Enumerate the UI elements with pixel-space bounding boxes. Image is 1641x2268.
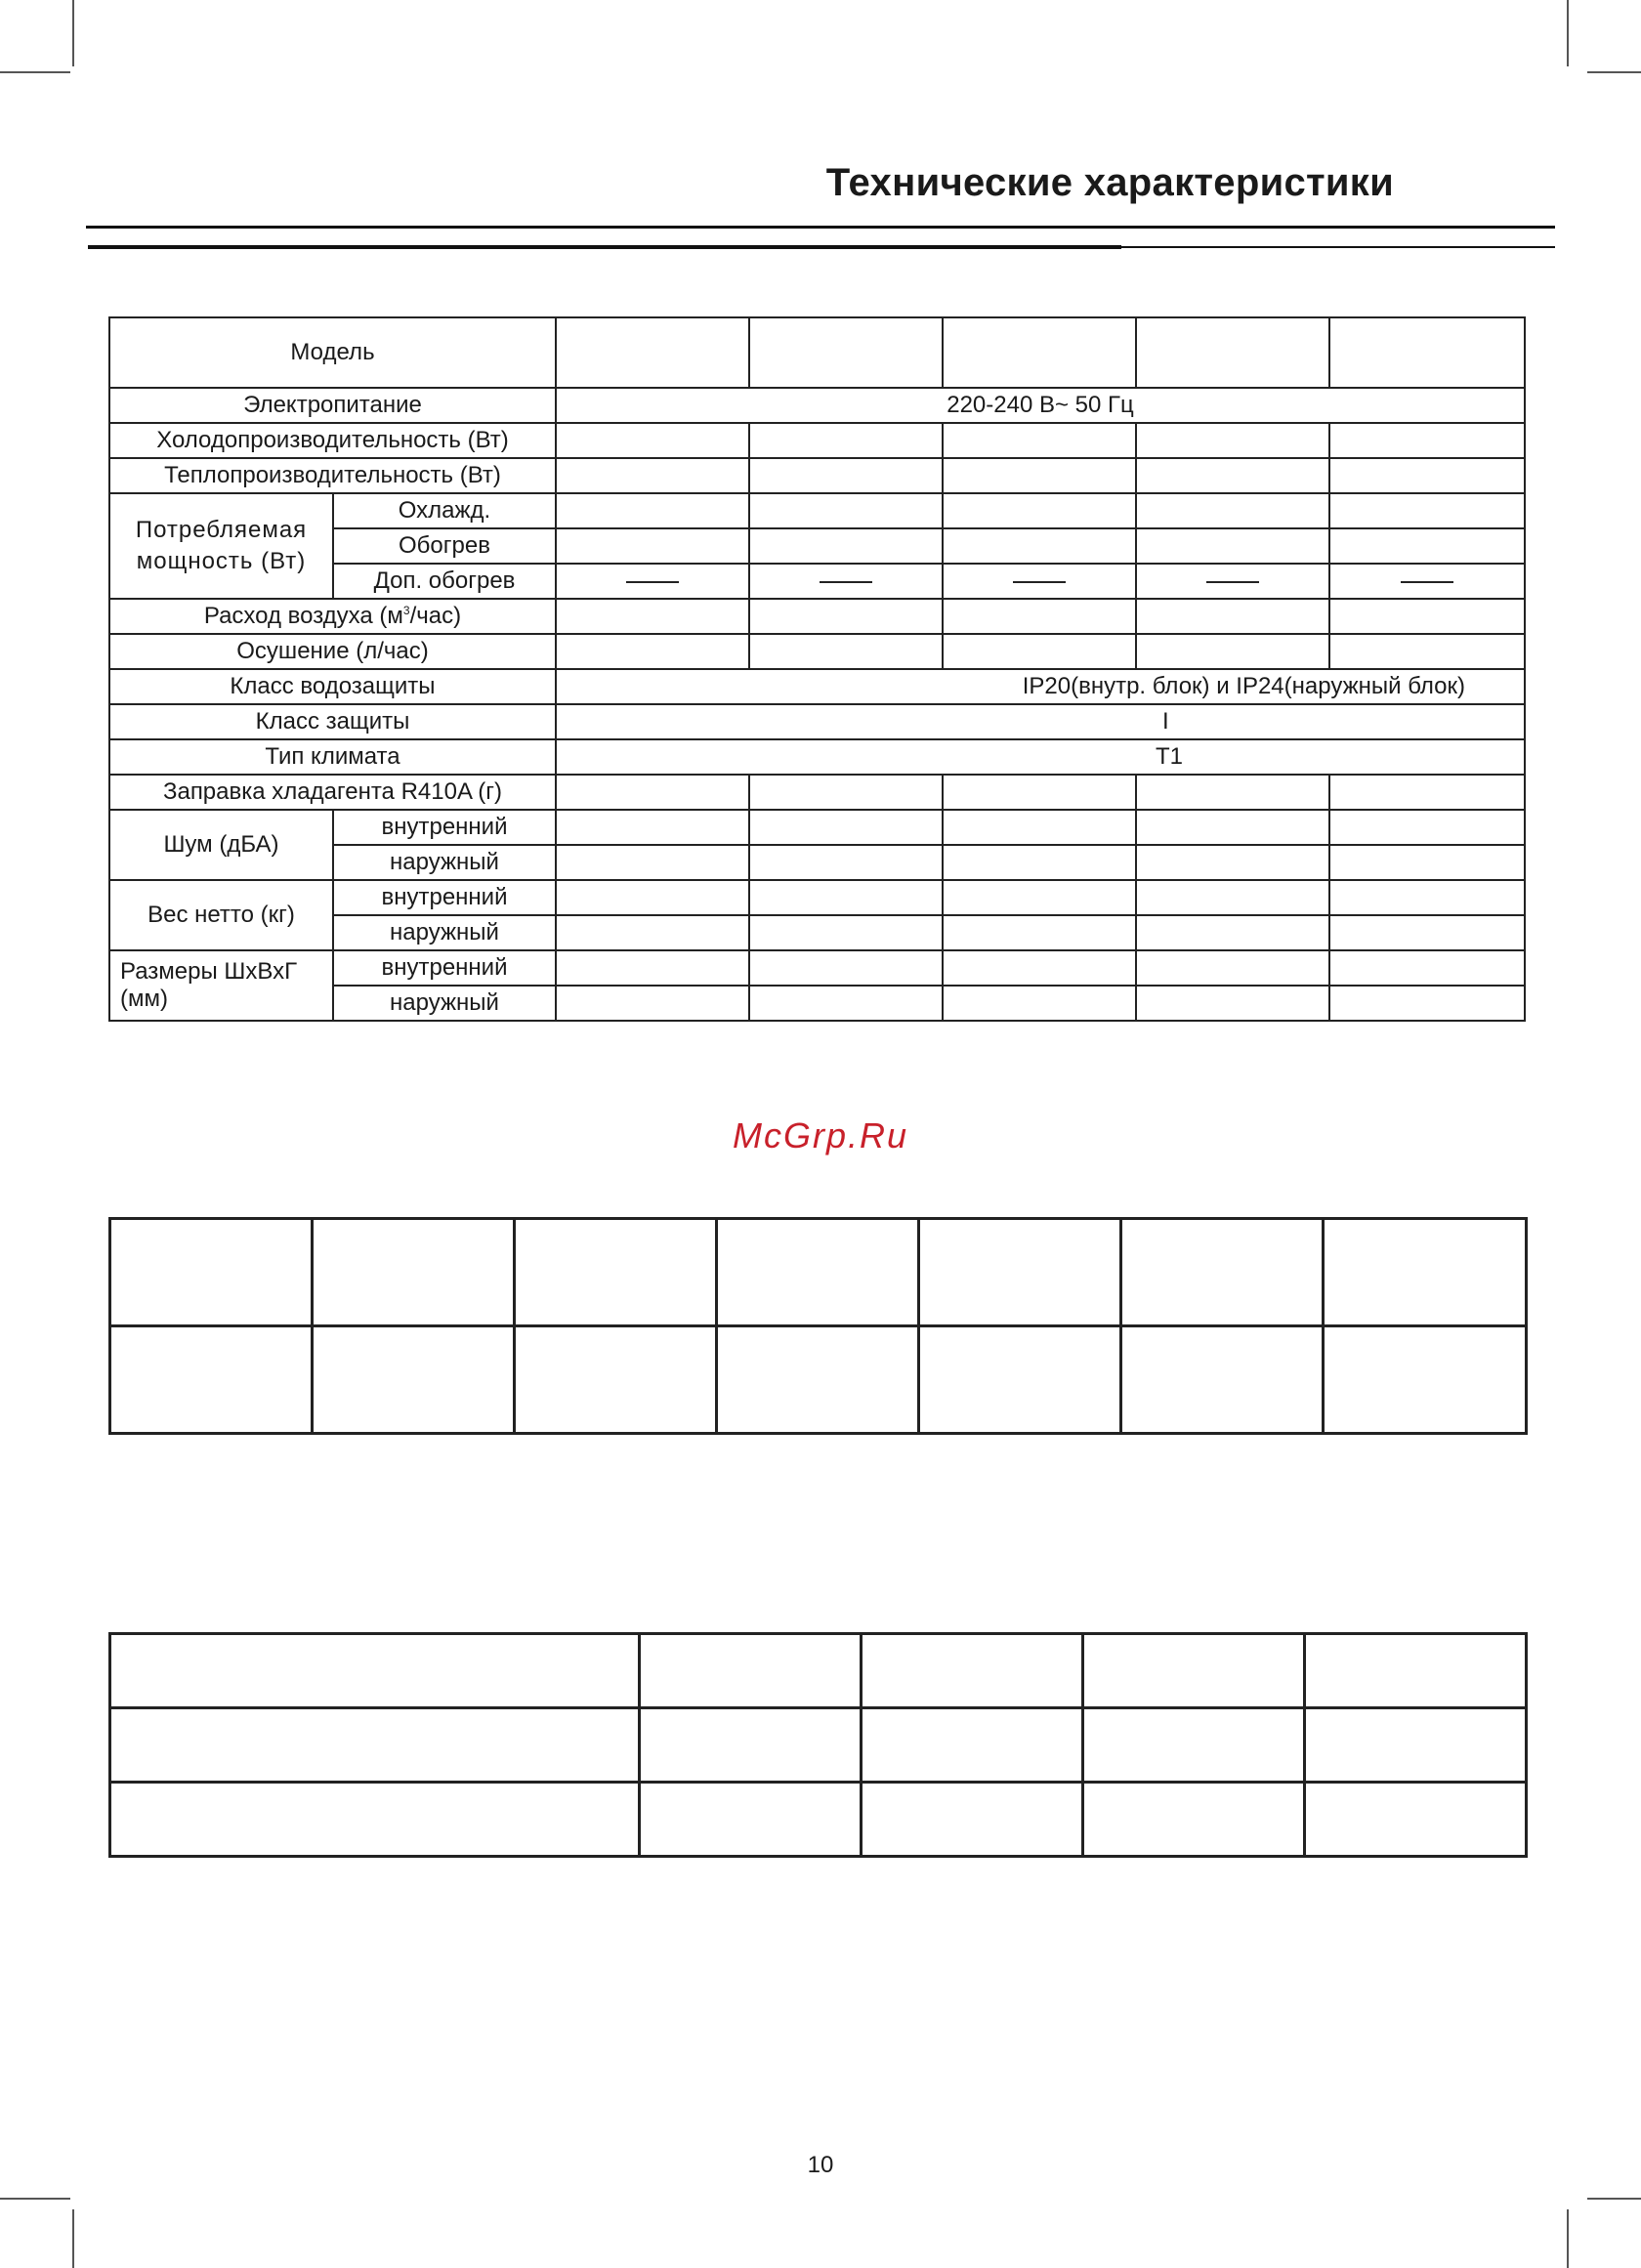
dimensions-label: Размеры ШхВхГ (мм)	[109, 950, 333, 1021]
model-cell	[556, 317, 749, 388]
value-cell	[749, 423, 943, 458]
heating-capacity-label: Теплопроизводительность (Вт)	[109, 458, 556, 493]
page-title: Технические характеристики	[825, 161, 1394, 204]
dash-cell	[556, 564, 749, 599]
climate-type-value: T1	[556, 739, 1525, 775]
protection-class-value: I	[556, 704, 1525, 739]
weight-indoor-label: внутренний	[333, 880, 556, 915]
table-row	[110, 1326, 1527, 1434]
value-cell	[943, 950, 1136, 986]
value-cell	[1136, 986, 1329, 1021]
empty-cell	[862, 1708, 1083, 1783]
empty-cell	[1083, 1634, 1305, 1708]
value-cell	[1329, 528, 1525, 564]
value-cell	[1136, 845, 1329, 880]
empty-cell	[1083, 1708, 1305, 1783]
airflow-suffix: /час)	[409, 603, 462, 629]
empty-cell	[640, 1783, 862, 1857]
empty-cell	[1305, 1708, 1527, 1783]
value-cell	[556, 458, 749, 493]
value-cell	[556, 915, 749, 950]
value-cell	[1136, 634, 1329, 669]
empty-cell	[515, 1326, 717, 1434]
empty-table-grid	[108, 1217, 1528, 1435]
table-row	[109, 739, 1525, 775]
value-cell	[556, 950, 749, 986]
value-cell	[749, 458, 943, 493]
value-cell	[749, 493, 943, 528]
model-cell	[749, 317, 943, 388]
empty-cell	[110, 1708, 640, 1783]
refrigerant-label: Заправка хладагента R410A (г)	[109, 775, 556, 810]
value-cell	[556, 423, 749, 458]
empty-cell	[110, 1783, 640, 1857]
table-row	[109, 599, 1525, 634]
value-cell	[749, 634, 943, 669]
value-cell	[1136, 810, 1329, 845]
power-consumption-label: Потребляемая мощность (Вт)	[109, 493, 333, 599]
value-cell	[556, 775, 749, 810]
value-cell	[556, 528, 749, 564]
value-cell	[1329, 599, 1525, 634]
value-cell	[1136, 493, 1329, 528]
table-row	[109, 704, 1525, 739]
dash-mark	[1401, 581, 1453, 583]
header-rule	[86, 226, 1555, 229]
value-cell	[1329, 775, 1525, 810]
empty-cell	[919, 1219, 1121, 1326]
value-cell	[556, 810, 749, 845]
dash-cell	[943, 564, 1136, 599]
power-supply-value	[556, 388, 1525, 423]
dash-cell	[1329, 564, 1525, 599]
table-row	[110, 1634, 1527, 1708]
power-supply-text: 220-240 В~ 50 Гц	[947, 392, 1134, 418]
value-cell	[1329, 845, 1525, 880]
cooling-capacity-label: Холодопроизводительность (Вт)	[109, 423, 556, 458]
empty-cell	[1324, 1219, 1527, 1326]
table-row	[109, 775, 1525, 810]
empty-cell	[862, 1783, 1083, 1857]
empty-cell	[110, 1219, 313, 1326]
value-cell	[943, 634, 1136, 669]
empty-cell	[1083, 1783, 1305, 1857]
value-cell	[1136, 950, 1329, 986]
dash-cell	[1136, 564, 1329, 599]
table-row	[109, 493, 1525, 528]
table-row	[110, 1708, 1527, 1783]
value-cell	[1136, 775, 1329, 810]
value-cell	[1329, 915, 1525, 950]
model-label: Модель	[109, 317, 556, 388]
noise-indoor-label: внутренний	[333, 810, 556, 845]
empty-cell	[1305, 1634, 1527, 1708]
empty-cell	[1121, 1326, 1324, 1434]
table-row	[110, 1783, 1527, 1857]
table-row	[109, 950, 1525, 986]
value-cell	[749, 810, 943, 845]
value-cell	[943, 599, 1136, 634]
dash-cell	[749, 564, 943, 599]
table-row	[109, 423, 1525, 458]
empty-cell	[640, 1634, 862, 1708]
value-cell	[1136, 528, 1329, 564]
weight-outdoor-label: наружный	[333, 915, 556, 950]
value-cell	[749, 915, 943, 950]
value-cell	[1329, 493, 1525, 528]
spec-table	[108, 316, 1526, 1022]
value-cell	[1136, 915, 1329, 950]
empty-cell	[110, 1634, 640, 1708]
model-cell	[1329, 317, 1525, 388]
dash-mark	[626, 581, 679, 583]
power-cooling-label: Охлажд.	[333, 493, 556, 528]
empty-cell	[313, 1219, 515, 1326]
climate-type-label: Тип климата	[109, 739, 556, 775]
power-heating-label: Обогрев	[333, 528, 556, 564]
water-protection-value: IP20(внутр. блок) и IP24(наружный блок)	[556, 669, 1525, 704]
empty-cell	[1324, 1326, 1527, 1434]
net-weight-label: Вес нетто (кг)	[109, 880, 333, 950]
value-cell	[1329, 986, 1525, 1021]
value-cell	[749, 950, 943, 986]
table-row	[109, 634, 1525, 669]
noise-outdoor-label: наружный	[333, 845, 556, 880]
dash-mark	[1013, 581, 1066, 583]
dimensions-indoor-label: внутренний	[333, 950, 556, 986]
value-cell	[943, 880, 1136, 915]
dehumidification-label: Осушение (л/час)	[109, 634, 556, 669]
empty-cell	[862, 1634, 1083, 1708]
crop-mark	[72, 0, 74, 66]
table-row	[109, 458, 1525, 493]
model-cell	[943, 317, 1136, 388]
value-cell	[749, 986, 943, 1021]
crop-mark	[0, 2198, 70, 2200]
value-cell	[1329, 810, 1525, 845]
empty-cell	[919, 1326, 1121, 1434]
value-cell	[1329, 880, 1525, 915]
dash-mark	[820, 581, 872, 583]
water-protection-label: Класс водозащиты	[109, 669, 556, 704]
value-cell	[1136, 458, 1329, 493]
table-row	[109, 810, 1525, 845]
value-cell	[556, 599, 749, 634]
crop-mark	[72, 2209, 74, 2268]
value-cell	[1329, 950, 1525, 986]
value-cell	[943, 528, 1136, 564]
value-cell	[749, 528, 943, 564]
value-cell	[1136, 599, 1329, 634]
watermark: McGrp.Ru	[732, 1115, 909, 1155]
airflow-sup: 3	[402, 604, 410, 617]
value-cell	[556, 845, 749, 880]
value-cell	[749, 775, 943, 810]
empty-table-grid	[108, 1632, 1528, 1858]
page-number: 10	[807, 2152, 834, 2178]
crop-mark	[1567, 2209, 1569, 2268]
value-cell	[1329, 458, 1525, 493]
value-cell	[1329, 423, 1525, 458]
value-cell	[556, 880, 749, 915]
value-cell	[1329, 634, 1525, 669]
table-row	[109, 388, 1525, 423]
value-cell	[943, 915, 1136, 950]
value-cell	[943, 986, 1136, 1021]
value-cell	[943, 493, 1136, 528]
value-cell	[556, 634, 749, 669]
empty-cell	[640, 1708, 862, 1783]
dash-mark	[1206, 581, 1259, 583]
value-cell	[943, 810, 1136, 845]
empty-cell	[110, 1326, 313, 1434]
table-row	[109, 880, 1525, 915]
value-cell	[1136, 880, 1329, 915]
model-cell	[1136, 317, 1329, 388]
value-cell	[749, 880, 943, 915]
table-row	[109, 669, 1525, 704]
table-row	[110, 1219, 1527, 1326]
empty-cell	[515, 1219, 717, 1326]
table-row	[109, 317, 1525, 388]
protection-class-label: Класс защиты	[109, 704, 556, 739]
dimensions-outdoor-label: наружный	[333, 986, 556, 1021]
header-rule-thick	[88, 245, 1121, 249]
airflow-label	[109, 599, 556, 634]
empty-cell	[1121, 1219, 1324, 1326]
power-aux-heating-label: Доп. обогрев	[333, 564, 556, 599]
value-cell	[556, 986, 749, 1021]
power-supply-label: Электропитание	[109, 388, 556, 423]
noise-label: Шум (дБА)	[109, 810, 333, 880]
empty-cell	[717, 1326, 919, 1434]
empty-cell	[313, 1326, 515, 1434]
value-cell	[943, 423, 1136, 458]
value-cell	[556, 493, 749, 528]
value-cell	[943, 775, 1136, 810]
empty-cell	[717, 1219, 919, 1326]
crop-mark	[1587, 71, 1641, 73]
crop-mark	[0, 71, 70, 73]
value-cell	[943, 845, 1136, 880]
empty-cell	[1305, 1783, 1527, 1857]
crop-mark	[1567, 0, 1569, 66]
airflow-text: Расход воздуха (м	[203, 603, 403, 629]
value-cell	[749, 845, 943, 880]
value-cell	[749, 599, 943, 634]
value-cell	[943, 458, 1136, 493]
value-cell	[1136, 423, 1329, 458]
crop-mark	[1587, 2198, 1641, 2200]
